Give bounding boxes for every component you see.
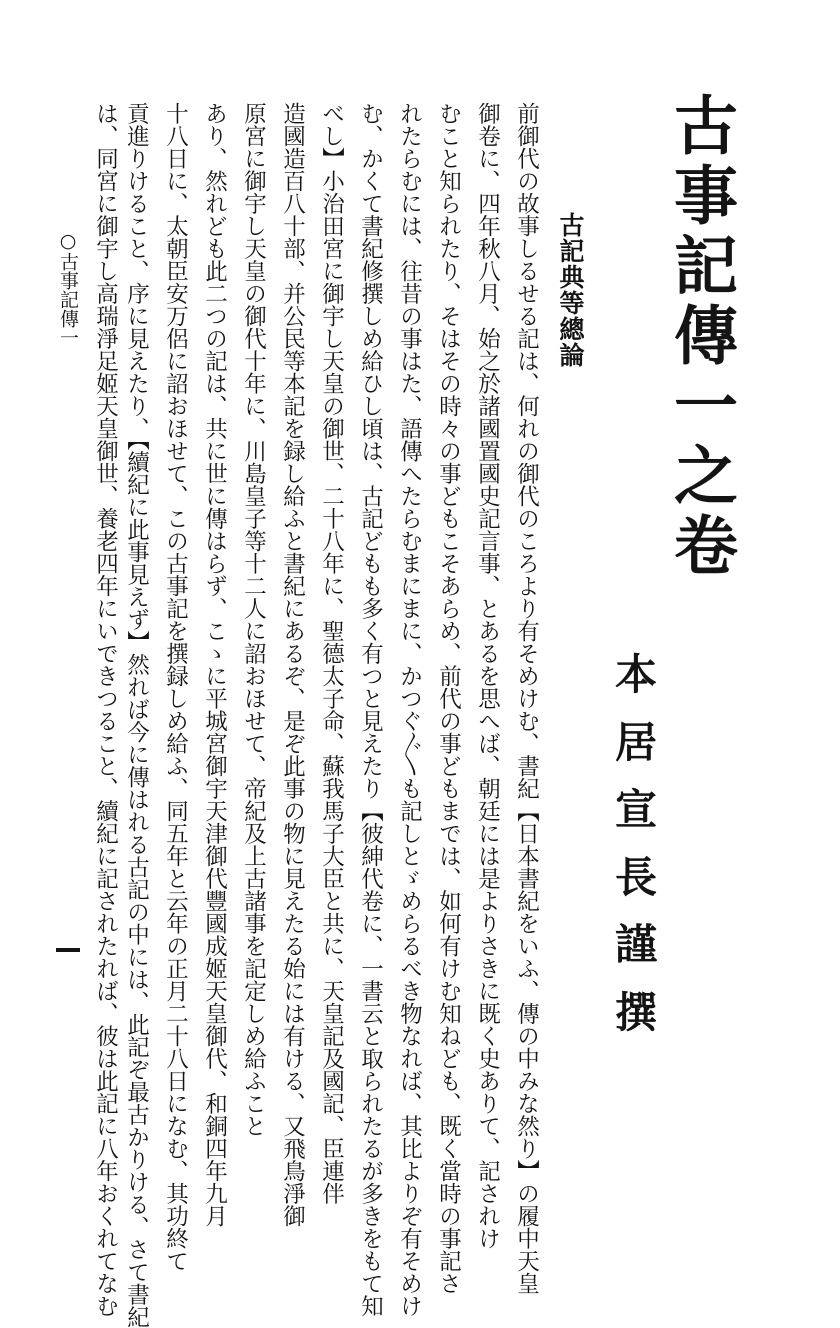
body-column: むこと知られたり、そはその時々の事どもこそあらめ、前代の事どもまでは、如何有けむ知ねども、既く當時の事記さ [435,102,462,1295]
body-column: れたらむには、往昔の事はた、語傳へたらむまにまに、かつぐ〴〵も記しとゞめらるべき物なれば、其比よりぞ有そめけ [396,102,423,1317]
author-char: 宣 [609,787,658,830]
author-char: 謹 [609,922,658,965]
body-column: べし】小治田宮に御宇し天皇の御世、二十八年に、聖德太子命、蘇我馬子大臣と共に、天皇記及國記、臣連伴 [318,102,345,1205]
author-char: 居 [609,719,658,762]
body-column: あり、然れども此二つの記は、共に世に傳はらず、こゝに平城宮御宇天津御代豐國成姬天皇御代、和銅四年九月 [201,102,228,1227]
author-attribution [609,652,658,1032]
body-column: 造國造百八十部、并公民等本記を録し給ふと書紀にあるぞ、是ぞ此事の物に見えたる始には有ける、又飛鳥淨御 [279,102,306,1227]
body-column: 貢進りけること、序に見えたり、【續紀に此事見えず】然れば今に傳はれる古記の中には、此記ぞ最古かりける、さて書紀 [123,102,150,1328]
body-column: 原宮に御宇し天皇の御代十年に、川島皇子等十二人に詔おほせて、帝紀及上古諸事を記定しめ給ふこと [240,102,267,1137]
book-title: 古事記傳一之卷 [663,92,738,582]
body-column: 御卷に、四年秋八月、始之於諸國置國史記言事、とあるを思へば、朝廷には是よりさきに既く史ありて、記されけ [474,102,501,1250]
section-heading: 古記典等總論 [556,212,585,368]
author-char: 撰 [609,989,658,1032]
author-char: 長 [609,854,658,897]
body-column: 前御代の故事しるせる記は、何れの御代のころより有そめけむ、書紀【日本書紀をいふ、傳の中みな然り】の履中天皇 [513,102,540,1295]
running-head: ○古事記傳一 [57,230,79,347]
body-column: は、同宮に御宇し高瑞淨足姬天皇御世、養老四年にいできつること、續紀に記されたれば、彼は此記に八年おくれてなむ [92,102,119,1317]
author-char: 本 [609,652,658,694]
body-column: 十八日に、太朝臣安万侶に詔おほせて、この古事記を撰録しめ給ふ、同五年と云年の正月二十八日になむ、其功終て [162,102,189,1272]
body-column: む、かくて書紀修撰しめ給ひし頃は、古記どもも多く有つと見えたり【彼紳代卷に、一書云と取られたるが多きをもて知 [357,102,384,1317]
page-number [56,948,80,952]
